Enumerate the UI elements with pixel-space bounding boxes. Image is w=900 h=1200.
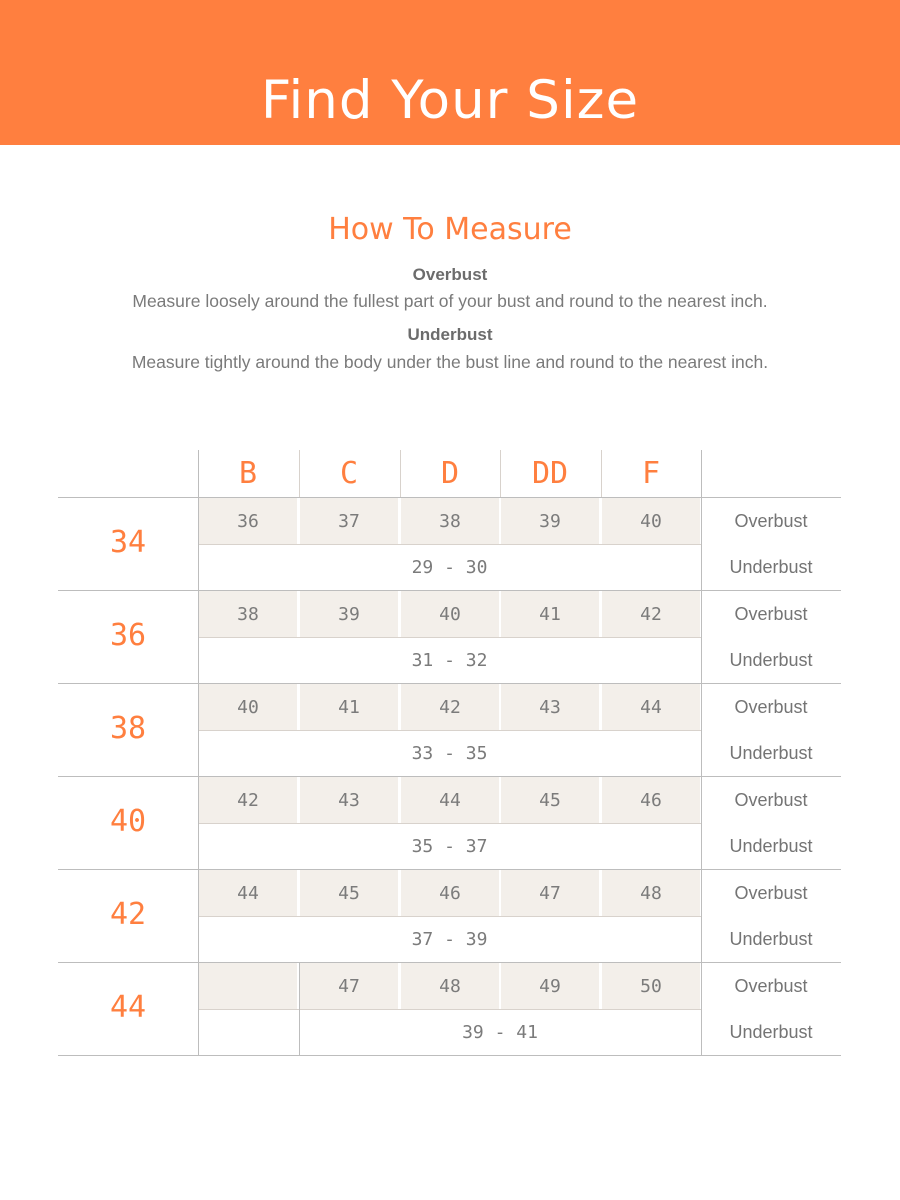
underbust-range: 35 - 37: [411, 836, 488, 857]
overbust-value: 42: [237, 790, 259, 811]
overbust-value: 42: [640, 604, 662, 625]
cup-header-b: B: [238, 456, 258, 491]
overbust-value: 39: [539, 511, 561, 532]
how-to-measure-heading: How To Measure: [328, 212, 572, 247]
overbust-value: 47: [338, 976, 360, 997]
overbust-value: 40: [640, 511, 662, 532]
column-divider-right: [701, 450, 702, 1055]
underbust-term: Underbust: [407, 325, 493, 344]
overbust-value: 44: [237, 883, 259, 904]
band-size-34: 34: [109, 525, 147, 560]
overbust-row-label: Overbust: [734, 511, 808, 531]
underbust-range: 39 - 41: [462, 1022, 538, 1043]
cup-column-divider: [299, 450, 300, 497]
row-divider: [58, 1055, 841, 1056]
inner-divider: [198, 1009, 701, 1010]
inner-divider: [198, 730, 701, 731]
overbust-value: 36: [237, 511, 259, 532]
underbust-row-label: Underbust: [729, 836, 813, 856]
underbust-row-label: Underbust: [729, 743, 813, 763]
overbust-value: 48: [640, 883, 662, 904]
underbust-range: 31 - 32: [411, 650, 488, 671]
overbust-value: 41: [539, 604, 561, 625]
cup-column-divider: [400, 450, 401, 497]
overbust-value: 50: [640, 976, 662, 997]
underbust-range: 37 - 39: [411, 929, 488, 950]
overbust-value: 46: [439, 883, 461, 904]
overbust-value: 39: [338, 604, 360, 625]
overbust-value: 49: [539, 976, 561, 997]
overbust-value: 45: [539, 790, 561, 811]
band-size-36: 36: [109, 618, 147, 653]
column-divider-left: [198, 450, 199, 1055]
overbust-value: 37: [338, 511, 360, 532]
underbust-row-label: Underbust: [729, 557, 813, 577]
overbust-term: Overbust: [412, 265, 488, 284]
overbust-row-label: Overbust: [734, 976, 808, 996]
overbust-value: 38: [439, 511, 461, 532]
overbust-definition: Measure loosely around the fullest part of your bust and round to the nearest inch.: [132, 291, 768, 311]
overbust-value: 41: [338, 697, 360, 718]
overbust-row-label: Overbust: [734, 697, 808, 717]
last-row-divider: [299, 962, 300, 1055]
cup-column-divider: [601, 450, 602, 497]
overbust-value: 44: [439, 790, 461, 811]
underbust-definition: Measure tightly around the body under the bust line and round to the nearest inch.: [131, 352, 769, 372]
overbust-row-label: Overbust: [734, 604, 808, 624]
cup-header-c: C: [339, 456, 359, 491]
overbust-value: 45: [338, 883, 360, 904]
overbust-row-label: Overbust: [734, 790, 808, 810]
cup-header-d: D: [440, 456, 460, 491]
underbust-row-label: Underbust: [729, 1022, 813, 1042]
inner-divider: [198, 916, 701, 917]
underbust-range: 29 - 30: [411, 557, 488, 578]
overbust-value: 46: [640, 790, 662, 811]
overbust-value: 38: [237, 604, 259, 625]
overbust-value: 40: [237, 697, 259, 718]
header-divider: [58, 497, 841, 498]
overbust-value: 42: [439, 697, 461, 718]
band-size-38: 38: [109, 711, 147, 746]
underbust-row-label: Underbust: [729, 650, 813, 670]
overbust-value: 47: [539, 883, 561, 904]
overbust-value: 43: [539, 697, 561, 718]
cup-column-divider: [500, 450, 501, 497]
overbust-value: 44: [640, 697, 662, 718]
page-title: Find Your Size: [260, 70, 640, 131]
overbust-cell-shade: [198, 963, 298, 1009]
overbust-value: 48: [439, 976, 461, 997]
overbust-value: 43: [338, 790, 360, 811]
overbust-row-label: Overbust: [734, 883, 808, 903]
underbust-range: 33 - 35: [411, 743, 488, 764]
band-size-42: 42: [109, 897, 147, 932]
overbust-value: 40: [439, 604, 461, 625]
inner-divider: [198, 823, 701, 824]
band-size-40: 40: [109, 804, 147, 839]
cup-header-f: F: [641, 456, 661, 491]
inner-divider: [198, 637, 701, 638]
band-size-44: 44: [109, 990, 147, 1025]
inner-divider: [198, 544, 701, 545]
underbust-row-label: Underbust: [729, 929, 813, 949]
cup-header-dd: DD: [531, 456, 569, 491]
